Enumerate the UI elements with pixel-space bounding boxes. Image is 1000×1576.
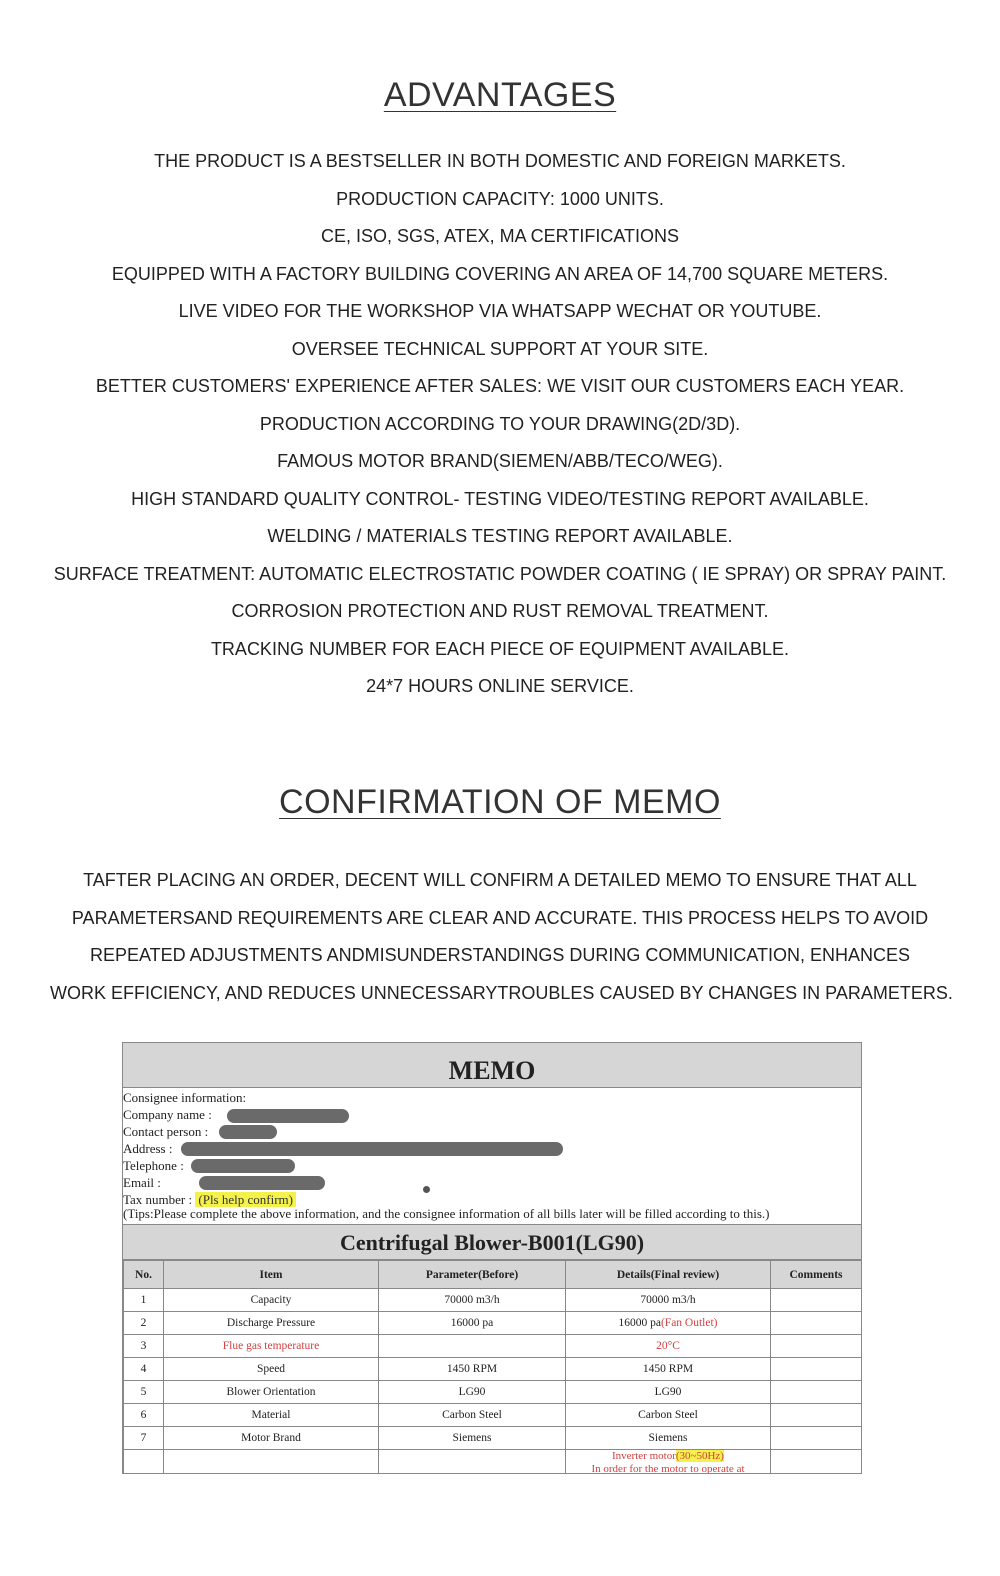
cell-item bbox=[164, 1450, 379, 1475]
table-row bbox=[124, 1381, 862, 1404]
table-header-row bbox=[124, 1261, 862, 1289]
advantage-item: TRACKING NUMBER FOR EACH PIECE OF EQUIPMENT AVAILABLE. bbox=[210, 638, 790, 659]
header-no: No. bbox=[124, 1261, 164, 1289]
header-before: Parameter(Before) bbox=[379, 1261, 566, 1289]
cell-before: 70000 m3/h bbox=[379, 1289, 566, 1312]
advantage-item: EQUIPPED WITH A FACTORY BUILDING COVERING AN AREA OF 14,700 SQUARE METERS. bbox=[111, 263, 889, 284]
email-label: Email : bbox=[123, 1175, 161, 1190]
cell-no: 5 bbox=[124, 1381, 164, 1404]
cell-final: LG90 bbox=[566, 1381, 771, 1404]
cell-no: 2 bbox=[124, 1312, 164, 1335]
redacted-contact bbox=[219, 1125, 277, 1139]
advantage-item: PRODUCTION ACCORDING TO YOUR DRAWING(2D/3D). bbox=[259, 413, 741, 434]
paragraph-line: REPEATED ADJUSTMENTS ANDMISUNDERSTANDINGS DURING COMMUNICATION, ENHANCES bbox=[89, 945, 911, 965]
advantage-item: PRODUCTION CAPACITY: 1000 UNITS. bbox=[336, 188, 664, 209]
cell-no: 7 bbox=[124, 1427, 164, 1450]
redacted-company bbox=[227, 1109, 349, 1123]
table-row bbox=[124, 1358, 862, 1381]
cell-final: 20°C bbox=[566, 1335, 771, 1358]
memo-heading: MEMO bbox=[123, 1043, 861, 1088]
cell-final bbox=[566, 1450, 771, 1475]
cell-final: Siemens bbox=[566, 1427, 771, 1450]
cell-before: Carbon Steel bbox=[379, 1404, 566, 1427]
memo-document-image bbox=[122, 1042, 862, 1474]
paragraph-line: PARAMETERSAND REQUIREMENTS ARE CLEAR AND ACCURATE. THIS PROCESS HELPS TO AVOID bbox=[71, 907, 929, 928]
table-row bbox=[124, 1427, 862, 1450]
advantage-item: OVERSEE TECHNICAL SUPPORT AT YOUR SITE. bbox=[291, 338, 709, 359]
advantages-title: ADVANTAGES bbox=[383, 76, 617, 114]
cell-comments bbox=[771, 1289, 862, 1312]
cell-before: 16000 pa bbox=[379, 1312, 566, 1335]
advantage-item: FAMOUS MOTOR BRAND(SIEMEN/ABB/TECO/WEG). bbox=[277, 451, 723, 471]
cell-comments bbox=[771, 1312, 862, 1335]
advantage-item: WELDING / MATERIALS TESTING REPORT AVAILABLE. bbox=[267, 526, 733, 546]
cell-comments bbox=[771, 1381, 862, 1404]
consignee-info bbox=[123, 1088, 861, 1225]
cell-final: 70000 m3/h bbox=[566, 1289, 771, 1312]
product-title: Centrifugal Blower-B001(LG90) bbox=[123, 1225, 861, 1260]
table-row bbox=[124, 1312, 862, 1335]
contact-label: Contact person : bbox=[123, 1124, 209, 1139]
cell-final: 1450 RPM bbox=[566, 1358, 771, 1381]
cell-before: Siemens bbox=[379, 1427, 566, 1450]
advantages-list bbox=[0, 149, 1000, 712]
cell-final bbox=[566, 1312, 771, 1335]
consignee-heading: Consignee information: bbox=[123, 1090, 247, 1105]
cell-item: Motor Brand bbox=[164, 1427, 379, 1450]
advantage-item: 24*7 HOURS ONLINE SERVICE. bbox=[366, 676, 634, 696]
address-label: Address : bbox=[123, 1141, 173, 1156]
header-item: Item bbox=[164, 1261, 379, 1289]
table-row bbox=[124, 1289, 862, 1312]
final-value: Inverter motor bbox=[612, 1450, 676, 1462]
paragraph-line: WORK EFFICIENCY, AND REDUCES UNNECESSARYTROUBLES CAUSED BY CHANGES IN PARAMETERS. bbox=[50, 982, 953, 1003]
redacted-email bbox=[199, 1176, 325, 1190]
parameter-table bbox=[123, 1260, 862, 1474]
final-continuation: In order for the motor to operate at bbox=[591, 1463, 745, 1474]
final-highlight: (30~50Hz) bbox=[675, 1450, 724, 1462]
cell-comments bbox=[771, 1427, 862, 1450]
cell-item: Capacity bbox=[164, 1289, 379, 1312]
redacted-telephone bbox=[191, 1159, 295, 1173]
cell-comments bbox=[771, 1404, 862, 1427]
tax-note: (Pls help confirm) bbox=[195, 1192, 296, 1207]
cell-no: 1 bbox=[124, 1289, 164, 1312]
table-row-partial bbox=[124, 1450, 862, 1475]
advantage-item: BETTER CUSTOMERS' EXPERIENCE AFTER SALES: WE VISIT OUR CUSTOMERS EACH YEAR. bbox=[95, 376, 905, 396]
cell-before: 1450 RPM bbox=[379, 1358, 566, 1381]
tax-label: Tax number : bbox=[123, 1192, 193, 1207]
company-label: Company name : bbox=[123, 1107, 212, 1122]
advantage-item: CE, ISO, SGS, ATEX, MA CERTIFICATIONS bbox=[320, 226, 680, 246]
advantage-item: HIGH STANDARD QUALITY CONTROL- TESTING VIDEO/TESTING REPORT AVAILABLE. bbox=[131, 488, 869, 509]
advantage-item: THE PRODUCT IS A BESTSELLER IN BOTH DOMESTIC AND FOREIGN MARKETS. bbox=[154, 151, 846, 171]
redacted-address bbox=[181, 1142, 563, 1156]
bullet-dot bbox=[423, 1186, 430, 1193]
cell-comments bbox=[771, 1450, 862, 1475]
cell-comments bbox=[771, 1335, 862, 1358]
final-note: (Fan Outlet) bbox=[660, 1317, 718, 1329]
cell-no: 3 bbox=[124, 1335, 164, 1358]
paragraph-line: TAFTER PLACING AN ORDER, DECENT WILL CONFIRM A DETAILED MEMO TO ENSURE THAT ALL bbox=[83, 870, 917, 890]
header-comments: Comments bbox=[771, 1261, 862, 1289]
cell-item: Flue gas temperature bbox=[164, 1335, 379, 1358]
confirmation-title: CONFIRMATION OF MEMO bbox=[279, 783, 721, 821]
cell-item: Speed bbox=[164, 1358, 379, 1381]
cell-item: Discharge Pressure bbox=[164, 1312, 379, 1335]
cell-comments bbox=[771, 1358, 862, 1381]
cell-before bbox=[379, 1335, 566, 1358]
tips-text: (Tips:Please complete the above information, and the consignee information of all bills later will be filled according to this.) bbox=[123, 1206, 770, 1221]
cell-before bbox=[379, 1450, 566, 1475]
cell-item: Blower Orientation bbox=[164, 1381, 379, 1404]
cell-no: 4 bbox=[124, 1358, 164, 1381]
cell-no: 6 bbox=[124, 1404, 164, 1427]
advantage-item: SURFACE TREATMENT: AUTOMATIC ELECTROSTATIC POWDER COATING ( IE SPRAY) OR SPRAY PAINT. bbox=[53, 563, 947, 584]
table-row bbox=[124, 1335, 862, 1358]
cell-no bbox=[124, 1450, 164, 1475]
advantage-item: CORROSION PROTECTION AND RUST REMOVAL TREATMENT. bbox=[231, 601, 769, 621]
telephone-label: Telephone : bbox=[123, 1158, 184, 1173]
confirmation-paragraph bbox=[50, 862, 953, 1012]
final-value: 16000 pa bbox=[618, 1317, 661, 1329]
cell-final: Carbon Steel bbox=[566, 1404, 771, 1427]
cell-item: Material bbox=[164, 1404, 379, 1427]
advantage-item: LIVE VIDEO FOR THE WORKSHOP VIA WHATSAPP WECHAT OR YOUTUBE. bbox=[178, 301, 822, 321]
header-final: Details(Final review) bbox=[566, 1261, 771, 1289]
table-row bbox=[124, 1404, 862, 1427]
cell-before: LG90 bbox=[379, 1381, 566, 1404]
